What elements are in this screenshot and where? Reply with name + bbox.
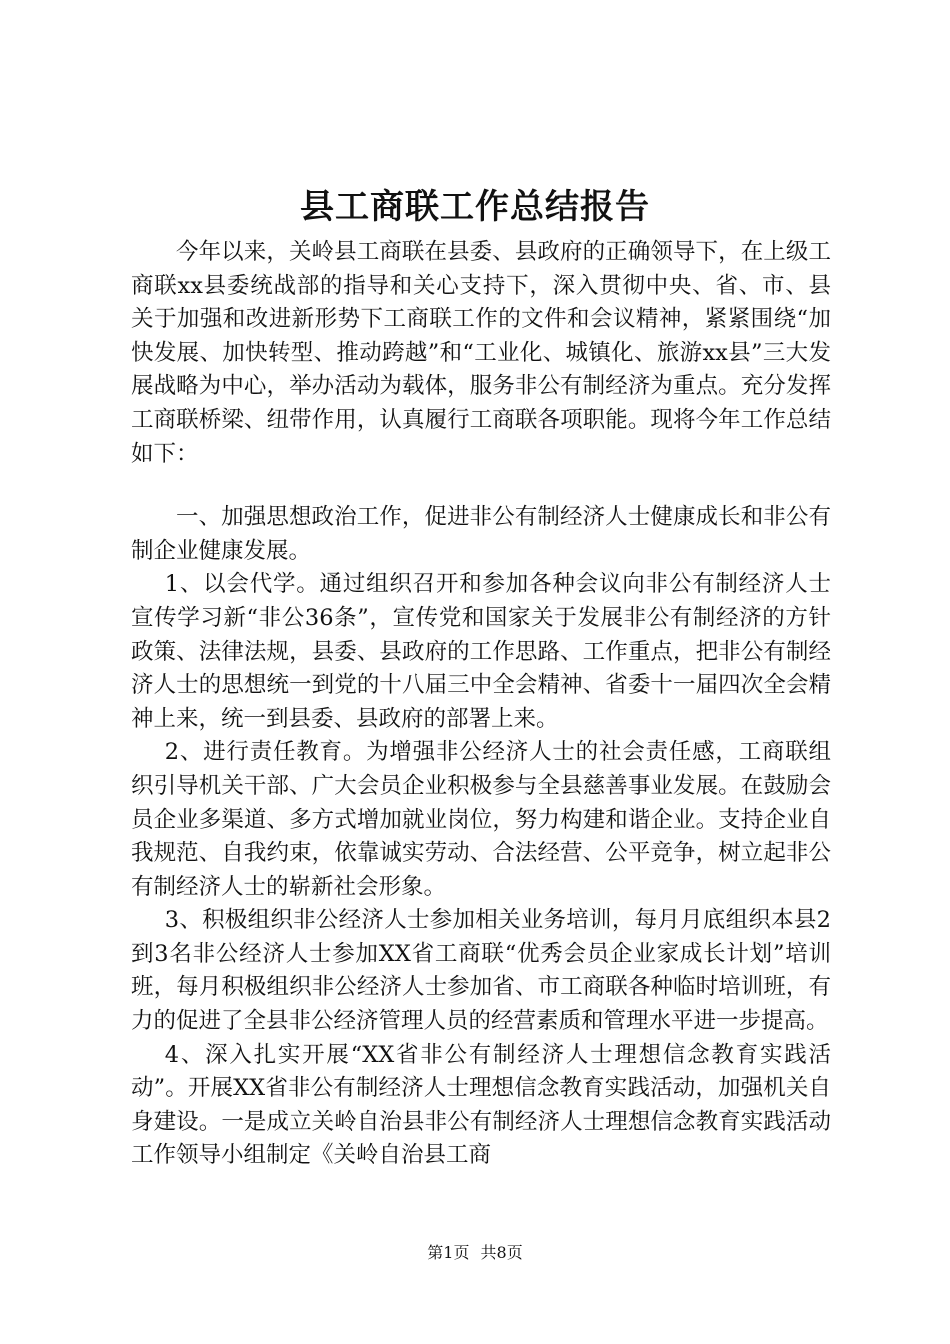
body-paragraph-1: 1、以会代学。通过组织召开和参加各种会议向非公有制经济人士宣传学习新“非公36条”，宣传党和国家关于发展非公有制经济的方针政策、法律法规，县委、县政府的工作思路、工作重点，把非公有制经济人士的思想统一到党的十八届三中全会精神、省委十一届四次全会精神上来，统一到县委、县政府的部署上来。: [131, 571, 831, 732]
body-paragraph-3: 3、积极组织非公经济人士参加相关业务培训，每月月底组织本县2到3名非公经济人士参加XX省工商联“优秀会员企业家成长计划”培训班，每月积极组织非公经济人士参加省、市工商联各种临时培训班，有力的促进了全县非公经济管理人员的经营素质和管理水平进一步提高。: [131, 907, 831, 1035]
body-paragraph-4: 4、深入扎实开展“XX省非公有制经济人士理想信念教育实践活动”。开展XX省非公有制经济人士理想信念教育实践活动，加强机关自身建设。一是成立关岭自治县非公有制经济人士理想信念教育实践活动工作领导小组制定《关岭自治县工商: [131, 1041, 831, 1169]
paragraph-spacer: [131, 471, 831, 501]
body-paragraph-2: 2、进行责任教育。为增强非公经济人士的社会责任感，工商联组织引导机关干部、广大会员企业积极参与全县慈善事业发展。在鼓励会员企业多渠道、多方式增加就业岗位，努力构建和谐企业。支持企业自我规范、自我约束，依靠诚实劳动、合法经营、公平竞争，树立起非公有制经济人士的崭新社会形象。: [131, 739, 831, 900]
section-heading-1: 一、加强思想政治工作，促进非公有制经济人士健康成长和非公有制企业健康发展。: [131, 504, 831, 564]
document-body: [131, 236, 831, 1173]
page-number: 第1页: [427, 1243, 470, 1262]
document-title: 县工商联工作总结报告: [300, 187, 650, 227]
total-pages: 共8页: [480, 1243, 523, 1262]
intro-paragraph: 今年以来，关岭县工商联在县委、县政府的正确领导下，在上级工商联xx县委统战部的指导和关心支持下，深入贯彻中央、省、市、县关于加强和改进新形势下工商联工作的文件和会议精神，紧紧围绕“加快发展、加快转型、推动跨越”和“工业化、城镇化、旅游xx县”三大发展战略为中心，举办活动为载体，服务非公有制经济为重点。充分发挥工商联桥梁、纽带作用，认真履行工商联各项职能。现将今年工作总结如下：: [131, 239, 831, 467]
page-footer: [0, 1242, 950, 1264]
